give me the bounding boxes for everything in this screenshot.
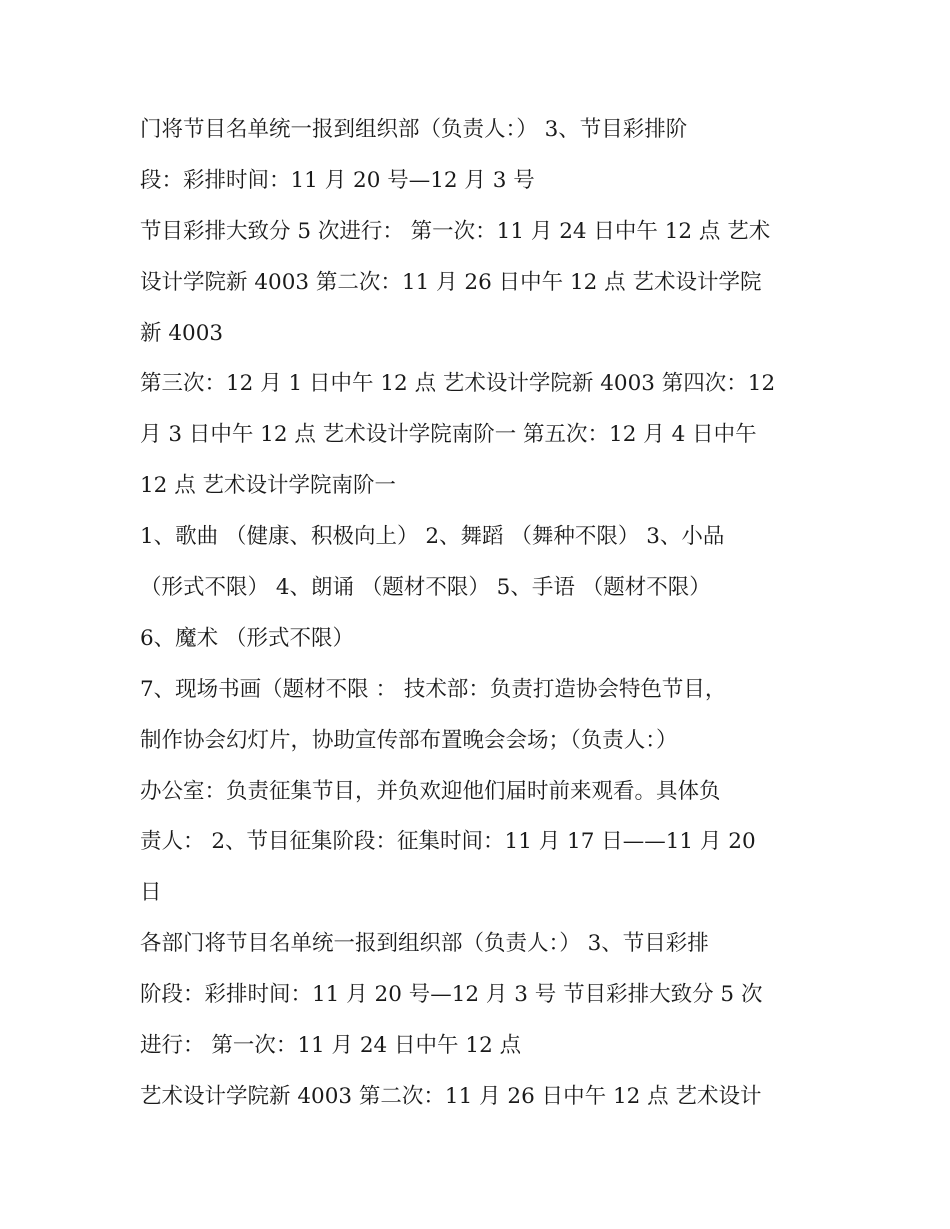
text-line: 12 点 艺术设计学院南阶一: [140, 473, 397, 499]
text-line: 1、歌曲 （健康、积极向上） 2、舞蹈 （舞种不限） 3、小品: [140, 524, 725, 550]
text-line: 新 4003: [140, 320, 224, 346]
text-line: 日: [140, 880, 162, 906]
text-line: 进行： 第一次：11 月 24 日中午 12 点: [140, 1033, 522, 1059]
text-line: 第三次：12 月 1 日中午 12 点 艺术设计学院新 4003 第四次：12: [140, 371, 776, 397]
text-line: （形式不限） 4、朗诵 （题材不限） 5、手语 （题材不限）: [140, 575, 711, 601]
text-line: 段：彩排时间：11 月 20 号—12 月 3 号: [140, 167, 535, 193]
text-line: 设计学院新 4003 第二次：11 月 26 日中午 12 点 艺术设计学院: [140, 269, 762, 295]
text-line: 各部门将节目名单统一报到组织部（负责人：） 3、节目彩排: [140, 931, 709, 957]
text-line: 办公室：负责征集节目，并负欢迎他们届时前来观看。具体负: [140, 778, 721, 804]
text-line: 7、现场书画（题材不限 ： 技术部：负责打造协会特色节目，: [140, 676, 727, 702]
text-line: 艺术设计学院新 4003 第二次：11 月 26 日中午 12 点 艺术设计: [140, 1083, 762, 1109]
document-body: [140, 105, 820, 1123]
text-line: 责人： 2、节目征集阶段：征集时间：11 月 17 日——11 月 20: [140, 829, 756, 855]
text-line: 节目彩排大致分 5 次进行： 第一次：11 月 24 日中午 12 点 艺术: [140, 218, 771, 244]
text-line: 制作协会幻灯片，协助宣传部布置晚会会场；（负责人：）: [140, 727, 678, 753]
text-line: 月 3 日中午 12 点 艺术设计学院南阶一 第五次：12 月 4 日中午: [140, 422, 757, 448]
text-line: 阶段：彩排时间：11 月 20 号—12 月 3 号 节目彩排大致分 5 次: [140, 982, 763, 1008]
text-line: 6、魔术 （形式不限）: [140, 625, 355, 651]
text-line: 门将节目名单统一报到组织部（负责人：） 3、节目彩排阶: [140, 117, 688, 142]
